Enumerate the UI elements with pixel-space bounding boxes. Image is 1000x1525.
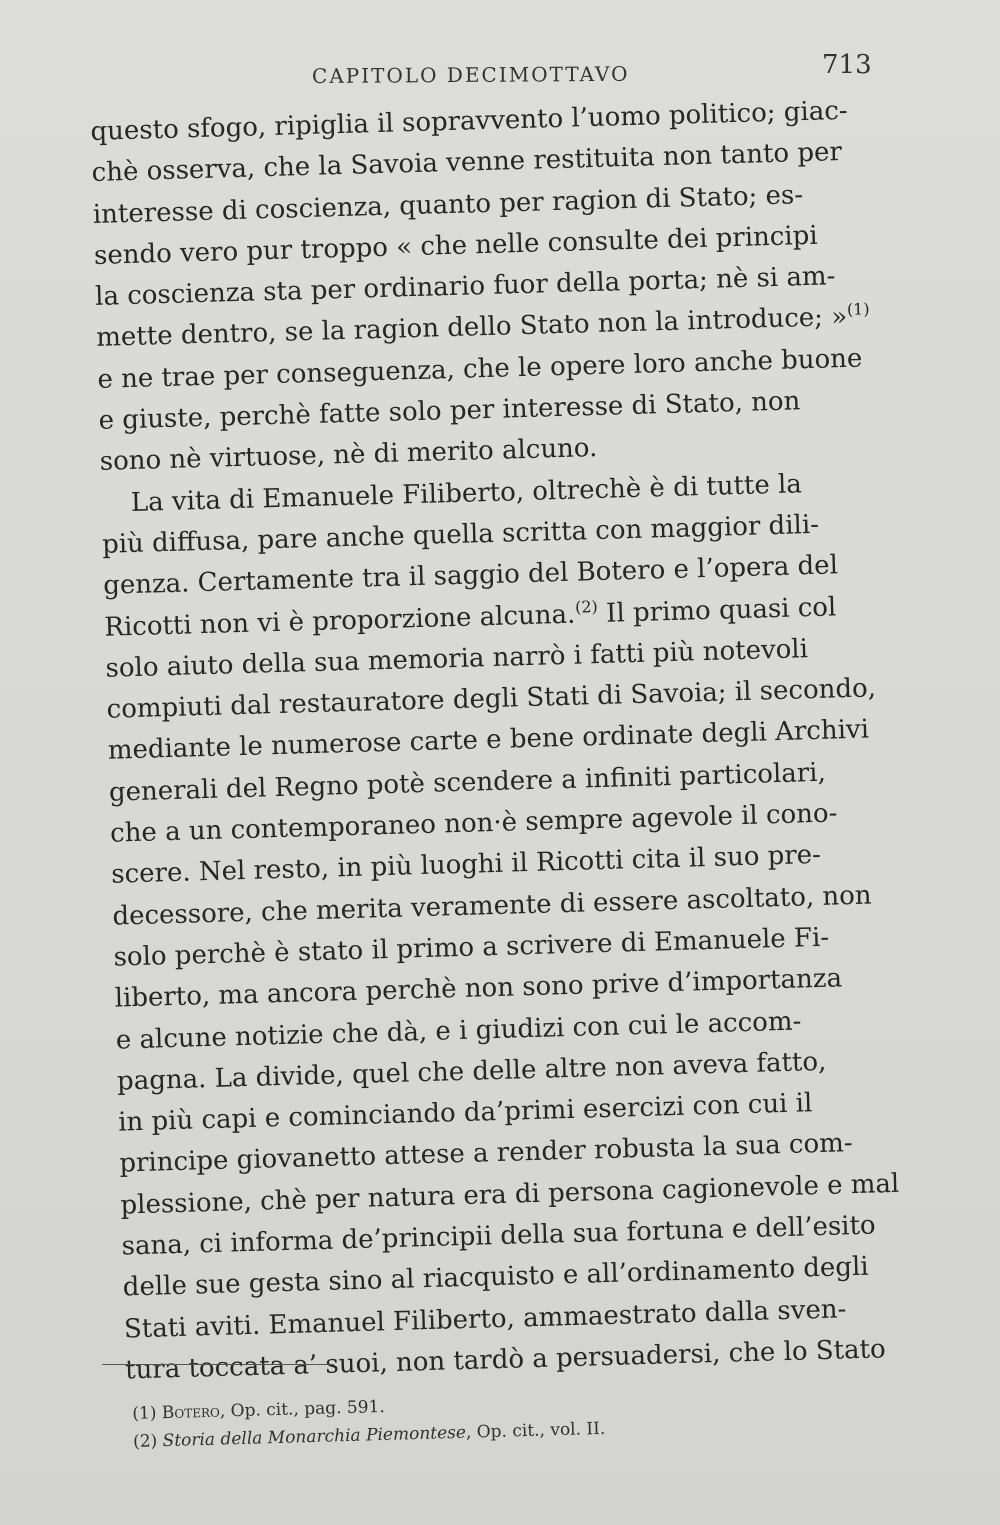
text-line: scere. Nel resto, in più luoghi il Ricotti cita il suo pre-	[110, 840, 822, 891]
text-line: genza. Certamente tra il saggio del Botero e l’opera del	[102, 550, 839, 602]
text-line: mediante le numerose carte e bene ordinate degli Archivi	[107, 714, 870, 767]
text-line: sana, ci informa de’principii della sua fortuna e dell’esito	[121, 1210, 877, 1262]
text-line: in più capi e cominciando da’primi esercizi con cui il	[117, 1088, 813, 1138]
text-line: tura toccata a’ suoi, non tardò a persuadersi, che lo Stato	[124, 1334, 887, 1386]
footnote-marker: (2)	[132, 1431, 158, 1452]
text-line: delle sue gesta sino al riacquisto e all’ordinamento degli	[122, 1252, 870, 1303]
text-segment: Ricotti non vi è proporzione alcuna.	[103, 599, 576, 643]
running-title: CAPITOLO DECIMOTTAVO	[311, 61, 630, 88]
text-line: principe giovanetto attese a render robusta la sua com-	[118, 1128, 854, 1180]
text-line: pagna. La divide, quel che delle altre non aveva fatto,	[116, 1046, 827, 1097]
text-segment: mette dentro, se la ragion dello Stato non la introduce; »	[95, 302, 848, 354]
text-line: chè osserva, che la Savoia venne restituita non tanto per	[91, 137, 843, 189]
text-line: e ne trae per conseguenza, che le opere loro anche buone	[97, 343, 863, 395]
footnote-citation: , Op. cit., pag. 591.	[219, 1396, 386, 1422]
footnote-author: Botero	[161, 1401, 221, 1424]
text-line: sendo vero pur troppo « che nelle consulte dei principi	[93, 220, 819, 271]
text-segment: Il primo quasi col	[597, 591, 837, 629]
text-line: e alcune notizie che dà, e i giudizi con cui le accom-	[115, 1006, 802, 1056]
footnote-marker: (1)	[132, 1403, 157, 1424]
footnote-divider	[102, 1364, 334, 1365]
text-line: sono nè virtuose, nè di merito alcuno.	[99, 433, 598, 478]
text-line: interesse di coscienza, quanto per ragion di Stato; es-	[92, 179, 804, 230]
text-line: la coscienza sta per ordinario fuor della porta; nè si am-	[94, 261, 836, 313]
text-line: liberto, ma ancora perchè non sono prive d’importanza	[114, 963, 843, 1014]
text-line: e giuste, perchè fatte solo per interesse di Stato, non	[98, 386, 801, 436]
text-line: che a un contemporaneo non·è sempre agevole il cono-	[109, 798, 838, 849]
footnote-title: Storia della Monarchia Piemontese	[162, 1422, 467, 1452]
text-line: generali del Regno potè scendere a infiniti particolari,	[108, 757, 827, 808]
page-number: 713	[822, 50, 872, 80]
text-line: solo perchè è stato il primo a scrivere di Emanuele Fi-	[113, 922, 830, 973]
footnote-ref-1: (1)	[846, 299, 870, 320]
text-line: Stati aviti. Emanuel Filiberto, ammaestrato dalla sven-	[123, 1293, 847, 1345]
footnote-ref-2: (2)	[574, 596, 598, 617]
footnotes	[132, 1380, 833, 1456]
text-line: plessione, chè per natura era di persona cagionevole e mal	[120, 1168, 900, 1221]
footnote-citation: , Op. cit., vol. II.	[465, 1418, 606, 1443]
paragraph-start-line: La vita di Emanuele Filiberto, oltrechè è di tutte la	[130, 468, 803, 518]
body-text	[90, 87, 1000, 1391]
text-line: solo aiuto della sua memoria narrò i fatti più notevoli	[105, 634, 809, 684]
text-line: questo sfogo, ripiglia il sopravvento l’uomo politico; giac-	[90, 95, 848, 147]
text-line: decessore, che merita veramente di essere ascoltato, non	[112, 880, 872, 932]
text-line: più diffusa, pare anche quella scritta con maggior dili-	[101, 509, 820, 560]
text-line: compiuti dal restauratore degli Stati di Savoia; il secondo,	[106, 673, 877, 725]
